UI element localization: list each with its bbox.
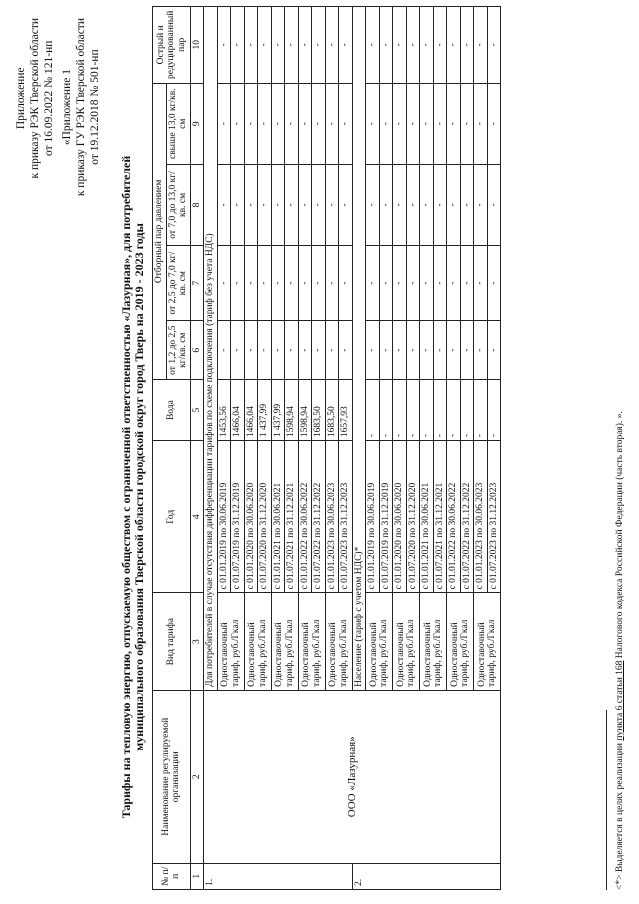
section-number: 2. [352,863,501,889]
steam-value: - [447,246,461,321]
header-kind: Вид тарифа [153,593,191,691]
tariff-period: с 01.07.2021 по 31.12.2021 [285,441,299,593]
steam-value: - [312,321,326,380]
steam-value: - [258,164,272,245]
tariff-period: с 01.07.2023 по 31.12.2023 [339,441,353,593]
column-numbers-row [190,7,204,890]
steam-value: - [298,246,312,321]
footnote: <*> Выделяется в целях реализации пункта 6 статьи 168 Налогового кодекса Российской Федерации (часть вторая). ». [615,411,625,890]
header-steam-1: от 1,2 до 2,5 кг/кв. см [166,321,190,380]
column-number: 2 [190,690,204,863]
appendix1-line: к приказу ГУ РЭК Тверской области [75,18,87,197]
steam-value: - [244,246,258,321]
tariff-period: с 01.07.2023 по 31.12.2023 [487,441,501,593]
tariff-period: с 01.01.2021 по 30.06.2021 [420,441,434,593]
header-sharp-steam: Острый и редуцированный пар [153,7,191,84]
tariff-period: с 01.07.2021 по 31.12.2021 [433,441,447,593]
steam-value: - [244,83,258,164]
steam-value: - [474,83,488,164]
steam-value: - [258,321,272,380]
water-value: 1 437,99 [258,380,272,441]
steam-value: - [393,321,407,380]
water-value: - [474,380,488,441]
tariff-kind: Одноставочный тариф, руб./Гкал [325,593,352,691]
steam-value: - [325,164,339,245]
appendix-header [14,18,56,179]
steam-value: - [271,321,285,380]
steam-value: - [433,7,447,84]
steam-value: - [447,164,461,245]
steam-value: - [474,246,488,321]
water-value: 1598,94 [285,380,299,441]
appendix-line: к приказу РЭК Тверской области [29,18,41,179]
tariff-kind: Одноставочный тариф, руб./Гкал [271,593,298,691]
steam-value: - [460,164,474,245]
tariff-kind: Одноставочный тариф, руб./Гкал [217,593,244,691]
tariff-period: с 01.01.2020 по 30.06.2020 [393,441,407,593]
water-value: 1 437,99 [271,380,285,441]
tariff-kind: Одноставочный тариф, руб./Гкал [298,593,325,691]
steam-value: - [231,7,245,84]
steam-value: - [285,83,299,164]
steam-value: - [487,246,501,321]
steam-value: - [406,7,420,84]
steam-value: - [339,321,353,380]
steam-value: - [460,7,474,84]
steam-value: - [231,83,245,164]
steam-value: - [258,246,272,321]
steam-value: - [379,164,393,245]
steam-value: - [487,164,501,245]
section-label: Для потребителей в случае отсутствия дифференциации тарифов по схеме подключения (тариф без учета НДС) [204,7,218,691]
steam-value: - [406,246,420,321]
org-name: ООО «Лазурная» [204,690,501,863]
appendix-line: Приложение [15,67,27,130]
steam-value: - [379,321,393,380]
tariff-period: с 01.01.2019 по 30.06.2019 [366,441,380,593]
appendix1-line: от 19.12.2018 № 501-нп [89,49,101,165]
steam-value: - [460,246,474,321]
tariff-kind: Одноставочный тариф, руб./Гкал [244,593,271,691]
steam-value: - [258,83,272,164]
steam-value: - [433,164,447,245]
steam-value: - [474,7,488,84]
steam-value: - [420,7,434,84]
steam-value: - [271,246,285,321]
steam-value: - [393,83,407,164]
tariff-kind: Одноставочный тариф, руб./Гкал [447,593,474,691]
appendix1-line: «Приложение 1 [61,69,73,146]
tariff-period: с 01.01.2020 по 30.06.2020 [244,441,258,593]
steam-value: - [379,7,393,84]
header-water: Вода [153,380,191,441]
section-header-row [204,7,218,890]
tariff-period: с 01.07.2020 по 31.12.2020 [258,441,272,593]
steam-value: - [231,164,245,245]
column-number: 10 [190,7,204,84]
steam-value: - [379,83,393,164]
steam-value: - [366,164,380,245]
column-number: 4 [190,441,204,593]
tariff-kind: Одноставочный тариф, руб./Гкал [420,593,447,691]
steam-value: - [366,7,380,84]
steam-value: - [312,83,326,164]
steam-value: - [244,321,258,380]
steam-value: - [325,7,339,84]
steam-value: - [460,83,474,164]
steam-value: - [244,164,258,245]
steam-value: - [285,164,299,245]
steam-value: - [447,321,461,380]
tariff-period: с 01.07.2022 по 31.12.2022 [460,441,474,593]
steam-value: - [393,164,407,245]
section-number: 1. [204,863,353,889]
steam-value: - [339,246,353,321]
steam-value: - [447,7,461,84]
steam-value: - [325,246,339,321]
steam-value: - [393,7,407,84]
steam-value: - [285,321,299,380]
document-title: Тарифы на тепловую энергию, отпускаемую обществом с ограниченной ответственностью «Лазурная», для потребителей муниципального образования Тверской области городской округ город Тверь на 2019 - 2023 годы [119,155,146,819]
tariff-kind: Одноставочный тариф, руб./Гкал [366,593,393,691]
header-num: № п/п [153,863,191,889]
tariff-kind: Одноставочный тариф, руб./Гкал [393,593,420,691]
steam-value: - [339,83,353,164]
water-value: - [366,380,380,441]
tariff-period: с 01.01.2023 по 30.06.2023 [325,441,339,593]
tariff-period: с 01.07.2020 по 31.12.2020 [406,441,420,593]
tariff-period: с 01.01.2019 по 30.06.2019 [217,441,231,593]
steam-value: - [217,83,231,164]
water-value: - [433,380,447,441]
tariff-period: с 01.01.2022 по 30.06.2022 [298,441,312,593]
tariff-period: с 01.07.2019 по 31.12.2019 [379,441,393,593]
steam-value: - [366,321,380,380]
steam-value: - [406,164,420,245]
header-org: Наименование регулируемой организации [153,690,191,863]
water-value: 1657,93 [339,380,353,441]
section-label: Население (тариф с учетом НДС)* [352,7,366,691]
steam-value: - [231,246,245,321]
steam-value: - [298,83,312,164]
column-number: 3 [190,593,204,691]
water-value: 1683,50 [325,380,339,441]
steam-value: - [420,164,434,245]
header-steam-2: от 2,5 до 7,0 кг/кв. см [166,246,190,321]
tariff-table [152,6,501,890]
column-number: 6 [190,321,204,380]
tariff-period: с 01.01.2022 по 30.06.2022 [447,441,461,593]
column-number: 9 [190,83,204,164]
water-value: - [379,380,393,441]
steam-value: - [312,7,326,84]
steam-value: - [433,246,447,321]
steam-value: - [312,164,326,245]
water-value: 1683,50 [312,380,326,441]
steam-value: - [379,246,393,321]
steam-value: - [312,246,326,321]
footnote-link[interactable]: пункта 6 статьи 168 [615,660,625,741]
column-number: 7 [190,246,204,321]
steam-value: - [271,7,285,84]
water-value: - [420,380,434,441]
tariff-period: с 01.01.2023 по 30.06.2023 [474,441,488,593]
steam-value: - [447,83,461,164]
steam-value: - [217,246,231,321]
steam-value: - [298,164,312,245]
steam-value: - [325,321,339,380]
footnote-divider [606,710,607,890]
tariff-period: с 01.07.2019 по 31.12.2019 [231,441,245,593]
steam-value: - [460,321,474,380]
water-value: - [460,380,474,441]
header-steam-3: от 7,0 до 13,0 кг/кв. см [166,164,190,245]
tariff-period: с 01.07.2022 по 31.12.2022 [312,441,326,593]
steam-value: - [244,7,258,84]
steam-value: - [487,7,501,84]
steam-value: - [231,321,245,380]
steam-value: - [285,246,299,321]
water-value: - [393,380,407,441]
steam-value: - [393,246,407,321]
water-value: 1466,04 [244,380,258,441]
steam-value: - [474,321,488,380]
tariff-period: с 01.01.2021 по 30.06.2021 [271,441,285,593]
water-value: 1466,04 [231,380,245,441]
tariff-kind: Одноставочный тариф, руб./Гкал [474,593,501,691]
water-value: 1598,94 [298,380,312,441]
steam-value: - [433,83,447,164]
steam-value: - [474,164,488,245]
header-year: Год [153,441,191,593]
steam-value: - [366,246,380,321]
steam-value: - [433,321,447,380]
steam-value: - [271,83,285,164]
steam-value: - [406,83,420,164]
steam-value: - [366,83,380,164]
table-body [204,7,501,890]
column-number: 1 [190,863,204,889]
water-value: 1453,56 [217,380,231,441]
steam-value: - [217,7,231,84]
water-value: - [406,380,420,441]
steam-value: - [339,7,353,84]
steam-value: - [271,164,285,245]
steam-value: - [217,321,231,380]
steam-value: - [487,83,501,164]
steam-value: - [217,164,231,245]
header-steam-4: свыше 13,0 кг/кв. см [166,83,190,164]
steam-value: - [420,321,434,380]
steam-value: - [258,7,272,84]
steam-value: - [298,321,312,380]
steam-value: - [325,83,339,164]
steam-value: - [298,7,312,84]
appendix1-header [60,18,102,196]
column-number: 5 [190,380,204,441]
steam-value: - [285,7,299,84]
steam-value: - [487,321,501,380]
steam-value: - [420,246,434,321]
header-steam-group: Отборный пар давлением [153,83,167,380]
appendix-line: от 16.09.2022 № 121-нп [43,40,55,156]
water-value: - [487,380,501,441]
water-value: - [447,380,461,441]
steam-value: - [339,164,353,245]
column-number: 8 [190,164,204,245]
steam-value: - [420,83,434,164]
steam-value: - [406,321,420,380]
